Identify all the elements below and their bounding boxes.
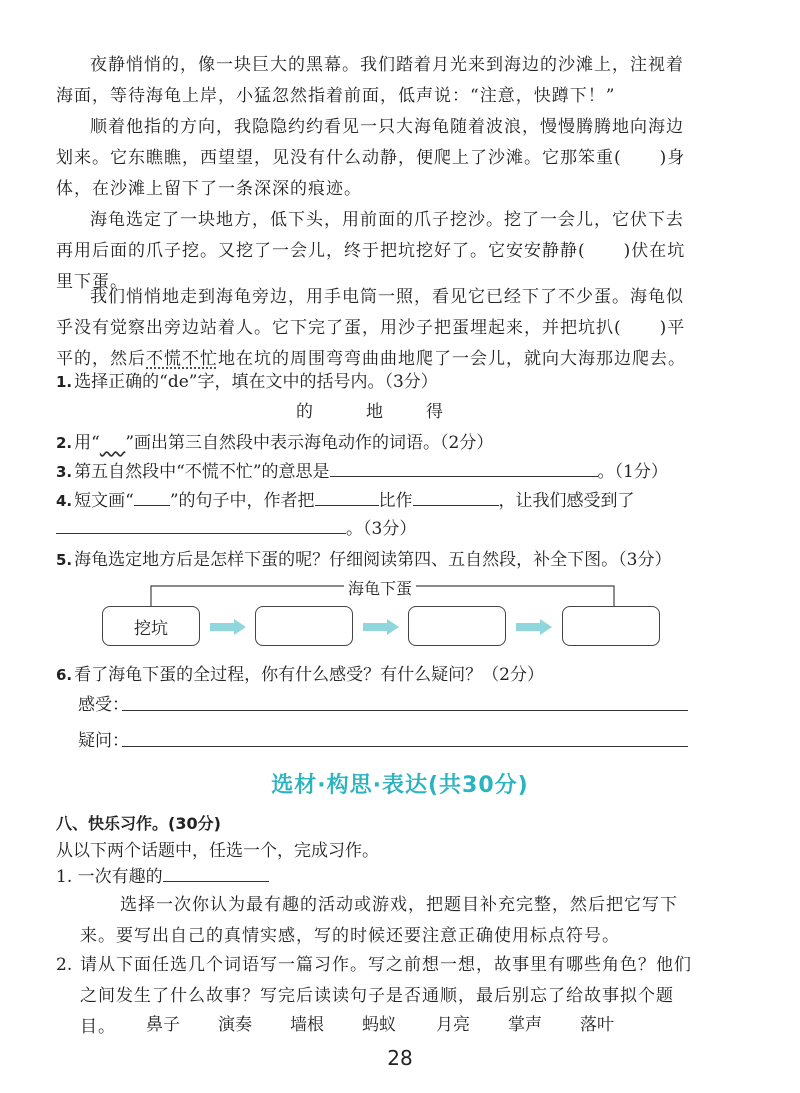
topic-2-number: 2.: [56, 955, 73, 975]
word-item: 演奏: [218, 1015, 252, 1035]
flow-box-3[interactable]: [408, 606, 506, 646]
passage-paragraph-3: 海龟选定了一块地方，低下头，用前面的爪子挖沙。挖了一会儿，它伏下去再用后面的爪子挖。又挖了一会儿，终于把坑挖好了。它安安静静( )伏在坑里下蛋。: [56, 210, 686, 292]
word-item: 掌声: [508, 1015, 542, 1035]
arrow-right-icon: [363, 619, 399, 635]
word-item: 月亮: [436, 1015, 470, 1035]
question-4: 4. 短文画“ ”的句子中，作者把 比作 ，让我们感受到了: [56, 486, 696, 517]
topic-2-description: 请从下面任选几个词语写一篇习作。写之前想一想，故事里有哪些角色？他们之间发生了什么故事？写完后读读句子是否通顺，最后别忘了给故事拟个题目。: [80, 955, 692, 1037]
doubt-answer-line[interactable]: [122, 746, 688, 747]
option-de-1: 的: [296, 402, 313, 422]
question-5: 5. 海龟选定地方后是怎样下蛋的呢？仔细阅读第四、五自然段，补全下图。（3分）: [56, 550, 672, 570]
flow-box-1: 挖坑: [102, 606, 200, 646]
flow-box-2[interactable]: [255, 606, 353, 646]
passage-paragraph-1: 夜静悄悄的，像一块巨大的黑幕。我们踏着月光来到海边的沙滩上，注视着海面，等待海龟上岸，小猛忽然指着前面，低声说：“注意，快蹲下！”: [56, 55, 684, 106]
feeling-answer-line[interactable]: [122, 710, 688, 711]
doubt-label: 疑问：: [78, 731, 129, 751]
option-de-2: 地: [366, 402, 383, 422]
topic-1-description: 选择一次你认为最有趣的活动或游戏，把题目补充完整，然后把它写下来。要写出自己的真情实感，写的时候还要注意正确使用标点符号。: [80, 895, 678, 946]
diagram-title: 海龟下蛋: [344, 576, 416, 599]
feeling-label: 感受：: [78, 695, 129, 715]
flow-box-4[interactable]: [562, 606, 660, 646]
dotted-phrase: 不慌不忙: [146, 349, 218, 369]
question-2: 2. 用“ ”画出第三自然段中表示海龟动作的词语。（2分）: [56, 433, 494, 453]
section-heading: 选材·构思·表达(共30分): [271, 773, 529, 798]
passage-paragraph-2: 顺着他指的方向，我隐隐约约看见一只大海龟随着波浪，慢慢腾腾地向海边划来。它东瞧瞧，西望望，见没有什么动静，便爬上了沙滩。它那笨重( )身体，在沙滩上留下了一条深深的痕迹。: [56, 117, 686, 199]
writing-intro: 从以下两个话题中，任选一个，完成习作。: [56, 841, 379, 861]
arrow-right-icon: [210, 619, 246, 635]
question-3: 3. 第五自然段中“不慌不忙”的意思是 。（1分）: [56, 457, 696, 488]
page-number: 28: [387, 1046, 413, 1070]
word-item: 墙根: [290, 1015, 324, 1035]
question-6: 6. 看了海龟下蛋的全过程，你有什么感受？有什么疑问？（2分）: [56, 665, 544, 685]
word-item: 蚂蚁: [362, 1015, 396, 1035]
arrow-right-icon: [516, 619, 552, 635]
question-4-continued: 。（3分）: [56, 514, 696, 545]
topic1-title-blank[interactable]: [163, 863, 269, 882]
passage-paragraph-4: 我们悄悄地走到海龟旁边，用手电筒一照，看见它已经下了不少蛋。海龟似乎没有觉察出旁边站着人。它下完了蛋，用沙子把蛋埋起来，并把坑扒( )平平的，然后不慌不忙地在坑的周围弯弯曲曲地爬了一会儿，就向大海那边爬去。: [56, 287, 686, 369]
word-item: 鼻子: [146, 1015, 180, 1035]
part-title: 八、快乐习作。(30分): [56, 814, 221, 833]
topic-1: 1. 一次有趣的: [56, 862, 696, 893]
option-de-3: 得: [426, 402, 443, 422]
question-1: 1. 选择正确的“de”字，填在文中的括号内。（3分）: [56, 372, 438, 392]
word-item: 落叶: [580, 1015, 614, 1035]
